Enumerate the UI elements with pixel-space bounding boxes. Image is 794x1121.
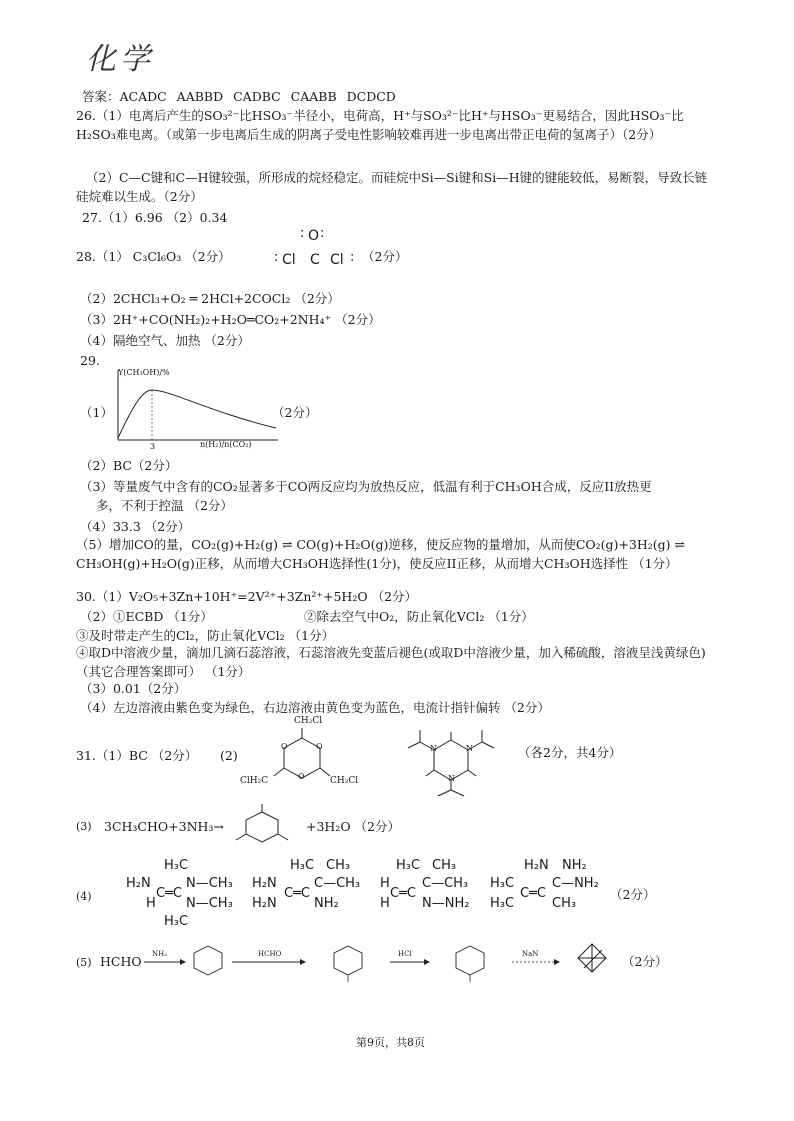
isomer-2-t2: CH₃ <box>326 858 351 873</box>
isomer-3-r2: N—NH₂ <box>422 896 470 911</box>
isomer-3 <box>380 858 490 932</box>
trimethyl-triazinane <box>222 804 302 848</box>
q29-part1-label: （1） <box>80 405 113 420</box>
q30-part2d: ④取D中溶液少量，滴加几滴石蕊溶液，石蕊溶液先变蓝后褪色(或取D中溶液少量，加入稀硫酸，溶液呈浅黄绿色)（其它合理答案即可） （1分） <box>76 645 706 679</box>
lewis-structure <box>274 226 358 276</box>
lewis-dots-o2: : <box>320 226 325 241</box>
triazine-n3: N <box>448 774 455 783</box>
graph-curve <box>118 390 276 438</box>
isomer-2-cc: C═C <box>284 886 310 901</box>
reagent-2: HCHO <box>258 950 282 958</box>
isomer-1-l1: H₂N <box>126 876 151 891</box>
trioxane-top-group: CH₂Cl <box>294 716 323 726</box>
q28-part1: 28.（1） C₃Cl₆O₃ （2分） <box>76 249 231 264</box>
isomer-1 <box>126 858 246 932</box>
isomer-1-top: H₃C <box>164 858 189 873</box>
page-footer: 第9页，共8页 <box>356 1036 425 1049</box>
q30-part2c: ③及时带走产生的Cl₂，防止氧化VCl₂ （1分） <box>76 628 335 643</box>
q28-part2: （2）2CHCl₃+O₂ ═ 2HCl+2COCl₂ （2分） <box>80 291 340 306</box>
triazine-structure <box>396 722 506 800</box>
isomer-1-r1: N—CH₃ <box>186 876 233 891</box>
q28-part1-score2: （2分） <box>362 249 408 264</box>
q29-part5: （5）增加CO的量，CO₂(g)+H₂(g) ⇌ CO(g)+H₂O(g)逆移，使反应物的量增加，从而使CO₂(g)+3H₂(g) ⇌ CH₃OH(g)+H₂O(g)正移，从而增大CH₃OH选择性(1分)，使反应II正移，从而增大CH₃OH选择性 （1分） <box>76 537 685 571</box>
isomer-1-bottom: H₃C <box>164 914 189 929</box>
lewis-dots-right: : <box>350 250 355 265</box>
q31-part4-label: (4) <box>76 890 92 903</box>
graph-x-label: n(H₂)/n(CO₂) <box>200 440 252 449</box>
trioxane-o2: O <box>316 742 323 751</box>
q31-part2-score: （各2分，共4分） <box>518 745 622 760</box>
q26-part2: （2）C—C键和C—H键较强，所形成的烷烃稳定。而硅烷中Si—Si键和Si—H键的键能较低，易断裂，导致长链硅烷难以生成。（2分） <box>76 170 708 204</box>
q29-part2: （2）BC（2分） <box>80 458 178 473</box>
isomer-3-t1: H₃C <box>396 858 421 873</box>
trioxane-left-group: ClH₂C <box>240 776 269 786</box>
q26-part1: 26.（1）电离后产生的SO₃²⁻比HSO₃⁻半径小，电荷高，H⁺与SO₃²⁻比H⁺与HSO₃⁻更易结合，因此HSO₃⁻比H₂SO₃难电离。（或第一步电离后生成的阴离子受电性影响较难再进一步电离出带正电荷的氢离子）（2分） <box>76 108 684 142</box>
isomer-2-r1: C—CH₃ <box>314 876 361 891</box>
isomer-1-cc: C═C <box>156 886 182 901</box>
isomer-3-l2: H <box>380 896 390 911</box>
q27: 27.（1）6.96 （2）0.34 <box>82 210 228 225</box>
isomer-4-r2: CH₃ <box>552 896 577 911</box>
q28-part4: （4）隔绝空气、加热 （2分） <box>80 333 250 348</box>
q31-part1: 31.（1）BC （2分） <box>76 748 198 763</box>
q31-part5-start: HCHO <box>100 954 142 969</box>
graph-y-label: Y(CH₃OH)/% <box>118 368 170 377</box>
isomer-4-l2: H₃C <box>490 896 515 911</box>
isomer-3-l1: H <box>380 876 390 891</box>
isomer-2-t1: H₃C <box>290 858 315 873</box>
synthesis-route <box>140 928 670 988</box>
q29-part1-score: （2分） <box>272 405 318 420</box>
isomer-4-cc: C═C <box>520 886 546 901</box>
q29-graph <box>110 368 280 448</box>
trioxane-o3: O <box>298 772 305 781</box>
isomer-3-t2: CH₃ <box>432 858 457 873</box>
triazine-n1: N <box>430 744 437 753</box>
q29-part3a: （3）等量废气中含有的CO₂显著多于CO两反应均为放热反应，低温有利于CH₃OH合成，反应II放热更 <box>80 479 652 494</box>
isomer-1-r2: N—CH₃ <box>186 896 233 911</box>
isomer-2-l2: H₂N <box>252 896 277 911</box>
lewis-chlorine-left: Cl <box>282 252 296 268</box>
isomer-3-r1: C—CH₃ <box>422 876 469 891</box>
q31-part3-equation: 3CH₃CHO+3NH₃→ <box>104 819 224 834</box>
lewis-oxygen: O <box>308 228 320 244</box>
isomer-2 <box>252 858 372 932</box>
isomer-1-l2: H <box>146 896 156 911</box>
handwritten-title: 化学 <box>86 42 154 77</box>
isomer-4 <box>490 858 610 932</box>
q31-part4-score: （2分） <box>610 887 656 902</box>
graph-x-tick: 3 <box>150 442 156 451</box>
q30-part2a: （2）①ECBD （1分） <box>80 609 213 624</box>
reagent-1: NH₃ <box>152 950 168 958</box>
q31-part3-label: (3) <box>76 820 92 833</box>
isomer-2-r2: NH₂ <box>314 896 339 911</box>
isomer-3-cc: C═C <box>390 886 416 901</box>
q28-part3: （3）2H⁺+CO(NH₂)₂+H₂O═CO₂+2NH₄⁺ （2分） <box>80 312 381 327</box>
q29-part3b: 多，不利于控温 （2分） <box>96 498 233 513</box>
lewis-chlorine-right: Cl <box>330 252 344 268</box>
isomer-4-t2: NH₂ <box>562 858 587 873</box>
q30-part4: （4）左边溶液由紫色变为绿色，右边溶液由黄色变为蓝色，电流计指针偏转 （2分） <box>80 700 550 715</box>
lewis-carbon: C <box>310 252 320 268</box>
q31-part3-tail: +3H₂O （2分） <box>306 819 401 834</box>
isomer-4-t1: H₂N <box>524 858 549 873</box>
answer-key-line: 答案：ACADC AABBD CADBC CAABB DCDCD <box>82 89 396 104</box>
q30-part2b: ②除去空气中O₂，防止氧化VCl₂ （1分） <box>304 609 534 624</box>
reagent-4: NaN <box>522 950 539 958</box>
q30-part3: （3）0.01（2分） <box>80 681 187 696</box>
isomer-4-l1: H₃C <box>490 876 515 891</box>
q31-part2-label: (2) <box>220 748 238 763</box>
isomer-2-l1: H₂N <box>252 876 277 891</box>
q29-number: 29. <box>80 353 100 368</box>
lewis-dots-left: : <box>274 250 279 265</box>
q31-part5-score: （2分） <box>622 954 668 969</box>
isomer-4-r1: C—NH₂ <box>552 876 599 891</box>
reagent-3: HCl <box>398 950 412 958</box>
triazine-n2: N <box>466 744 473 753</box>
q30-part1: 30.（1）V₂O₅+3Zn+10H⁺=2V²⁺+3Zn²⁺+5H₂O （2分） <box>76 589 418 604</box>
trioxane-o1: O <box>281 742 288 751</box>
q29-part4: （4）33.3 （2分） <box>80 519 191 534</box>
lewis-dots-o: : <box>300 226 305 241</box>
q31-part5-label: (5) <box>76 956 92 969</box>
trioxane-right-group: CH₂Cl <box>330 776 359 786</box>
